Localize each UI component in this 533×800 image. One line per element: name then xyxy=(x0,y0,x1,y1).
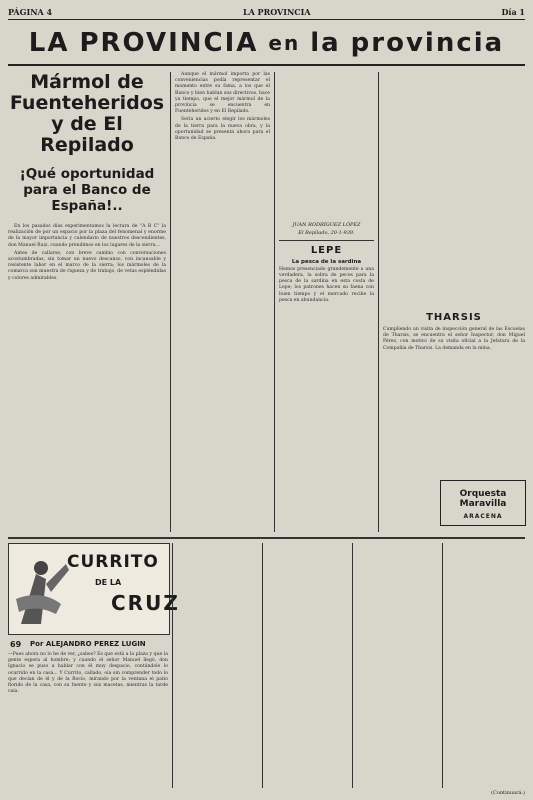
lepe-subtitle: La pesca de la sardina xyxy=(291,258,362,265)
column-divider xyxy=(378,72,379,532)
article-byline-place: El Repilado, 20-1-939. xyxy=(298,230,355,236)
right-news-column xyxy=(383,72,525,532)
serial-author: Por ALEJANDRO PEREZ LUGIN xyxy=(30,640,146,648)
column-divider xyxy=(170,72,171,532)
serial-banner xyxy=(8,543,180,635)
article-paragraph: Sería un acierto elegir los mármoles de la tierra para la nueva obra, y la oportunidad se presenta ahora para el Banco de España. xyxy=(175,117,270,142)
page-header xyxy=(8,5,525,20)
serial-text-col-3 xyxy=(266,543,350,788)
ad-name: Orquesta Maravilla xyxy=(459,489,507,509)
masthead xyxy=(8,22,525,66)
masthead-word-4: la xyxy=(310,28,341,58)
article-signature-column xyxy=(279,72,374,532)
main-article xyxy=(8,72,166,532)
serial-title-word3: CRUZ xyxy=(111,591,180,615)
masthead-word-2: PROVINCIA xyxy=(79,28,259,58)
serial-text-col-2 xyxy=(176,543,260,788)
article-paragraph: Aunque el mármol importa por las conveniencias podía representar el momento entre su fama, a los que el Banco y bien hablan sus directivos, hace ya tiempo, que el mejor mármol de la provincia se encuentra en Fuenteheridos y en El Repilado. xyxy=(175,72,270,115)
column-divider xyxy=(442,543,443,788)
serial-number: 69 xyxy=(10,640,22,649)
lepe-body: Hemos presenciado grandemente a una verdadera, la sobra de peces para la pesca de la sardina en esta costa de Lepe; los patrones hacen su faena con buen tiempo y el mercado recibe la pesca en abundancia. xyxy=(279,266,374,303)
section-label: LA PROVINCIA xyxy=(242,7,311,17)
column-divider xyxy=(172,543,173,788)
tharsis-body: Cumpliendo un visita de inspección general de las Escuelas de Tharsis, se encuentra el señor Inspector, don Miguel Pérez, con motivo de su visita oficial a la Jefatura de la Compañía de Tharsis. La demanda en la mina. xyxy=(383,327,525,351)
article-byline: JUAN RODRÍGUEZ LÓPEZ xyxy=(292,222,361,228)
article-paragraph: Antes de callarse, con breve cambio con conversaciones acostumbradas, sin tomar un nuevo descanso, con incansable y resistente labor en el marco de la sierra; los mármoles de la comarca son muestra de riqueza y de trabajo, de vetas espléndidas y colores admirables. xyxy=(8,250,166,281)
masthead-word-5: provincia xyxy=(350,28,505,58)
article-paragraph: En los pasados días experimentamos la lectura de "A B C" la realización de por un espacio por la plaza del fenomenal y enorme de la mayor importancia y calendario de nuestros descendientes, don Manuel Ruiz, cuando prendimos en los lugares de la sierra... xyxy=(8,224,166,248)
serial-title-word2: DE LA xyxy=(95,578,122,587)
ad-place: ARACENA xyxy=(463,513,503,520)
column-divider xyxy=(352,543,353,788)
date-label: Día 1 xyxy=(501,7,525,17)
lepe-title: LEPE xyxy=(310,244,343,256)
page-label: PÁGINA 4 xyxy=(8,7,53,17)
article-headline: Mármol de Fuenteheridos y de El Repilado xyxy=(9,71,165,156)
column-divider xyxy=(274,72,275,532)
column-divider xyxy=(262,543,263,788)
continued-note: (Continuará.) xyxy=(491,790,525,796)
article-continuation xyxy=(175,72,270,532)
article-subhead: ¡Qué oportunidad para el Banco de España!.. xyxy=(19,166,155,214)
serial-title-word1: CURRITO xyxy=(67,552,159,572)
serial-text-col-1: —Pues ahora no lo he de ver, ¿sabes? Es que está a la plaza y que la gente espera al hombre; y cuando el señor Manuel llegó, don Ignacio se puso a hablar con él muy despacio, contándole lo ocurrido en la casa... Y Currito, callado, oía sin comprender todo lo que decían de él y de la Rocío, mirando por la ventana el patio florido de la casa, con su fuente y sus macetas, mientras la tarde caía. xyxy=(8,652,168,695)
masthead-word-3: en xyxy=(268,31,301,55)
masthead-word-1: LA xyxy=(28,28,70,58)
serial-text-col-4 xyxy=(356,543,440,788)
bullfighter-illustration-icon xyxy=(11,544,71,634)
article-body xyxy=(8,224,166,282)
advertisement-box xyxy=(440,480,526,526)
section-separator xyxy=(8,537,525,539)
serial-text-col-5 xyxy=(446,543,525,788)
tharsis-title: THARSIS xyxy=(426,312,482,323)
section-rule xyxy=(279,240,374,241)
